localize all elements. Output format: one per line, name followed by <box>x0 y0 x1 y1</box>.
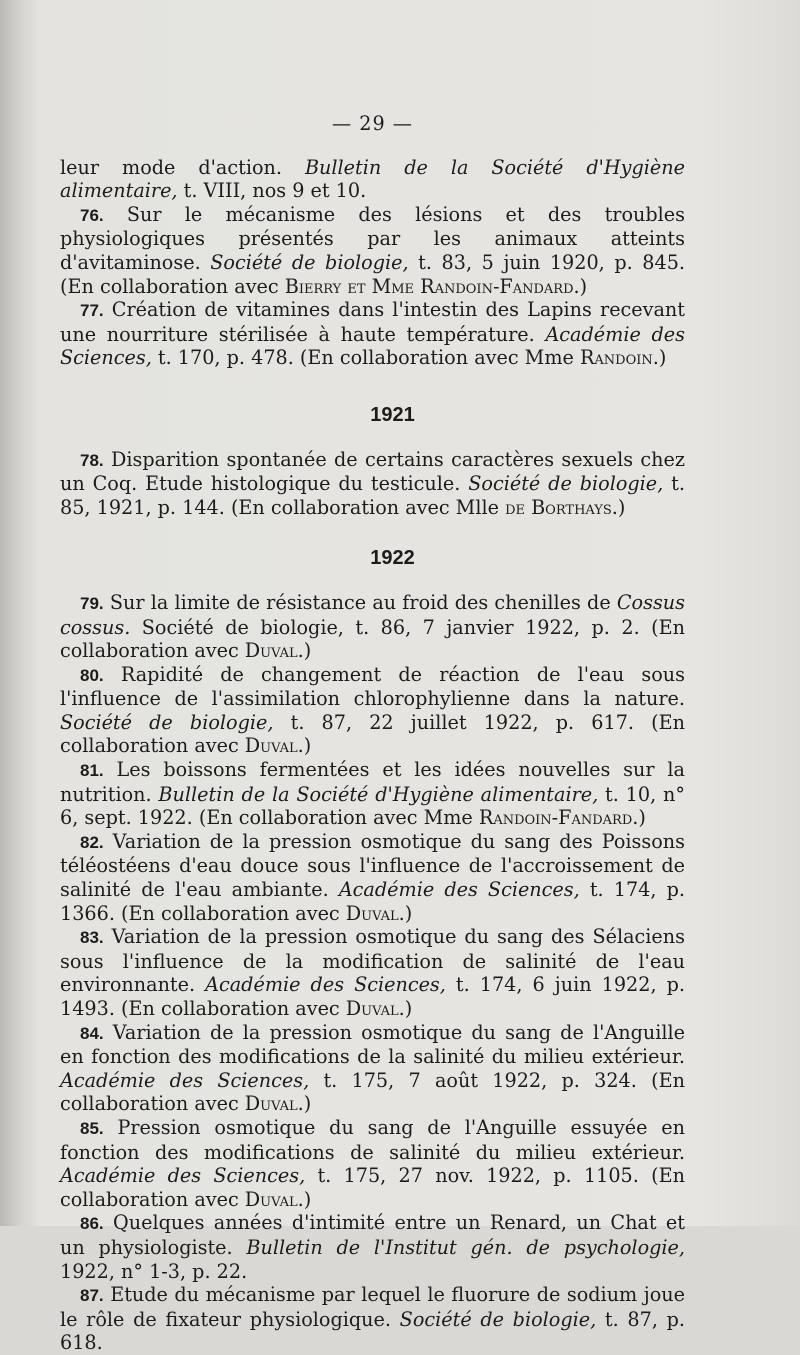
bibliography-entry <box>60 203 685 298</box>
entry-end: .) <box>652 346 667 370</box>
bibliography-entry <box>60 591 685 663</box>
year-heading-1922: 1922 <box>370 547 415 570</box>
entry-title: Variation de la pression osmotique du sang des Sélaciens sous l'influence de la modification de salinité de l'eau environnante. <box>60 925 685 997</box>
entry-title: Quelques années d'intimité entre un Renard, un Chat et un physiologiste. <box>60 1211 685 1259</box>
entry-number: 87. <box>80 1286 104 1306</box>
entry-title: Sur la limite de résistance au froid des chenilles de <box>109 590 617 614</box>
entry-end: .) <box>398 901 413 925</box>
entry-reference: t. VIII, nos 9 et 10. <box>177 179 367 203</box>
entry-number: 84. <box>80 1023 104 1043</box>
entry-number: 86. <box>80 1214 104 1234</box>
entry-number: 82. <box>80 832 104 852</box>
bibliography-entry <box>60 663 685 758</box>
entry-collaborator: Bierry et Mme Randoin-Fandard <box>284 274 574 298</box>
entry-end: .) <box>297 1187 312 1211</box>
entry-journal: Société de biologie, <box>210 250 409 274</box>
entry-journal: Académie des Sciences, <box>205 973 446 997</box>
entry-journal: Académie des Sciences, <box>60 1164 306 1188</box>
entry-collaborator: Duval <box>345 901 399 925</box>
entry-reference: 1922, n° 1-3, p. 22. <box>60 1259 248 1283</box>
entry-collaborator: Duval <box>244 1092 298 1116</box>
entry-reference: t. 175, 27 nov. 1922, p. 1105. (En collaboration avec <box>60 1164 685 1211</box>
entry-title: Sur le mécanisme des lésions et des troubles physiologiques présentés par les animaux atteints d'avitaminose. <box>60 202 685 274</box>
entry-end: .) <box>573 274 588 298</box>
entry-end: .) <box>297 639 312 663</box>
bibliography-entry <box>60 1283 685 1355</box>
entries-1921 <box>60 448 685 520</box>
bibliography-entry <box>60 1021 685 1116</box>
bibliography-entry <box>60 830 685 925</box>
entry-journal: Cossus cossus. <box>60 590 686 639</box>
entry-collaborator: Duval <box>244 639 298 663</box>
entry-title: Etude du mécanisme par lequel le fluorure de sodium joue le rôle de fixateur physiologique. <box>60 1283 685 1331</box>
entry-reference: Société de biologie, t. 86, 7 janvier 1922, p. 2. (En collaboration avec <box>60 615 685 663</box>
entry-reference: t. 174, 6 juin 1922, p. 1493. (En collaboration avec <box>60 973 685 1020</box>
entry-reference: t. 87, 22 juillet 1922, p. 617. (En collaboration avec <box>60 710 686 758</box>
entry-title: Variation de la pression osmotique du sang des Poissons téléostéens d'eau douce sous l'influence de l'accroissement de salinité de l'eau ambiante. <box>60 829 685 902</box>
entry-number: 85. <box>80 1118 104 1138</box>
entry-end: .) <box>611 495 626 519</box>
entry-title: Disparition spontanée de certains caractères sexuels chez un Coq. Etude histologique du testicule. <box>60 447 685 496</box>
entry-number: 76. <box>80 205 104 225</box>
entry-journal: Académie des Sciences, <box>60 1068 310 1092</box>
entry-reference: t. 85, 1921, p. 144. (En collaboration avec Mlle <box>60 472 685 519</box>
entry-collaborator: de Borthays <box>505 495 612 519</box>
entry-number: 79. <box>80 593 104 613</box>
bibliography-entry <box>60 1116 685 1211</box>
entry-reference: t. 170, p. 478. (En collaboration avec Mme <box>151 346 580 370</box>
entry-number: 81. <box>80 761 104 781</box>
page-content <box>60 112 685 1355</box>
entry-collaborator: Duval <box>345 997 399 1020</box>
entry-end: .) <box>632 806 646 830</box>
bibliography-entry <box>60 156 685 203</box>
entry-end: .) <box>398 997 413 1020</box>
entry-end: .) <box>297 734 312 758</box>
year-heading-1921: 1921 <box>370 403 415 426</box>
page-number: — 29 — <box>332 112 413 135</box>
entry-reference: t. 175, 7 août 1922, p. 324. (En collaboration avec <box>60 1068 685 1116</box>
bibliography-entry <box>60 298 685 370</box>
entry-journal: Académie des Sciences, <box>60 322 685 370</box>
entry-title: Les boissons fermentées et les idées nouvelles sur la nutrition. <box>60 758 685 806</box>
entry-number: 80. <box>80 665 104 685</box>
bibliography-entry <box>60 448 685 520</box>
entry-title: Variation de la pression osmotique du sang de l'Anguille en fonction des modifications de la salinité du milieu extérieur. <box>60 1020 685 1069</box>
bibliography-entry <box>60 925 685 1020</box>
entry-journal: Société de biologie, <box>60 710 274 734</box>
entries-1922 <box>60 591 685 1355</box>
entry-title: Pression osmotique du sang de l'Anguille essuyée en fonction des modifications de salinité du milieu extérieur. <box>60 1115 685 1164</box>
entry-collaborator: Randoin <box>579 346 653 370</box>
entry-collaborator: Duval <box>244 1187 298 1211</box>
entry-collaborator: Duval <box>244 734 298 758</box>
entry-number: 77. <box>80 301 104 321</box>
entry-reference: t. 174, p. 1366. (En collaboration avec <box>60 878 685 925</box>
entry-reference: t. 87, p. 618. <box>60 1307 686 1355</box>
entry-number: 78. <box>80 450 104 470</box>
entry-journal: Société de biologie, <box>399 1307 597 1331</box>
entry-journal: Société de biologie, <box>468 472 664 496</box>
entry-journal: Bulletin de la Société d'Hygiène alimentaire, <box>60 155 685 203</box>
entry-journal: Académie des Sciences, <box>338 878 580 902</box>
entries-continued <box>60 156 685 370</box>
entry-number: 83. <box>80 928 104 948</box>
entry-title: Rapidité de changement de réaction de l'eau sous l'influence de l'assimilation chlorophylienne dans la nature. <box>60 662 685 711</box>
bibliography-entry <box>60 1211 685 1283</box>
entry-journal: Bulletin de la Société d'Hygiène alimentaire, <box>158 782 599 806</box>
entry-collaborator: Randoin-Fandard <box>478 806 633 830</box>
entry-title: leur mode d'action. <box>60 155 305 179</box>
entry-reference: t. 83, 5 juin 1920, p. 845. (En collaboration avec <box>60 250 686 298</box>
entry-end: .) <box>297 1092 312 1116</box>
bibliography-entry <box>60 758 685 830</box>
entry-journal: Bulletin de l'Institut gén. de psychologie, <box>246 1235 685 1259</box>
entry-reference: t. 10, n° 6, sept. 1922. (En collaboration avec Mme <box>60 782 685 830</box>
entry-title: Création de vitamines dans l'intestin des Lapins recevant une nourriture stérilisée à haute température. <box>60 298 685 346</box>
